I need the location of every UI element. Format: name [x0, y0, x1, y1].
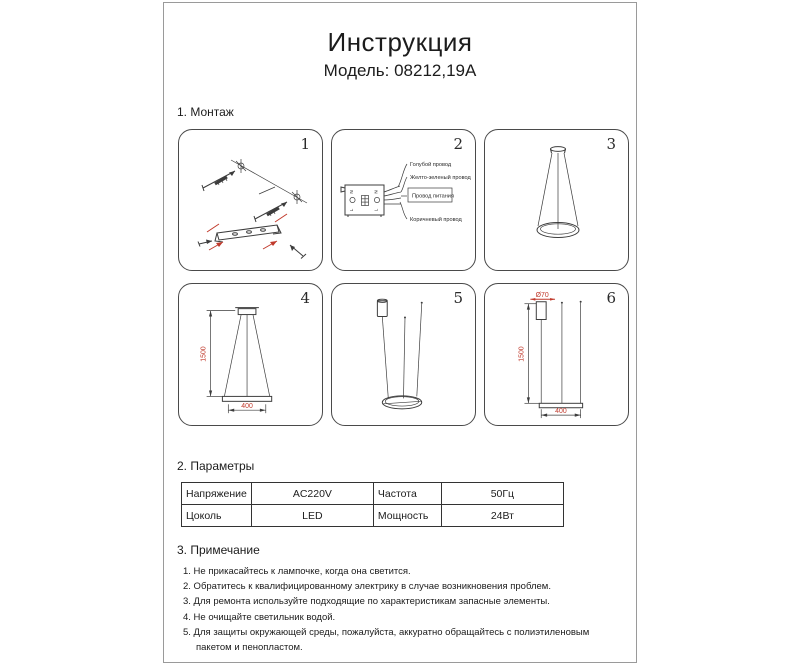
- param-value-power: 24Вт: [441, 505, 563, 527]
- note-item: 5. Для защиты окружающей среды, пожалуйста, аккуратно обращайтесь с полиэтиленовым пакетом и пенопластом.: [183, 626, 590, 653]
- param-value-voltage: AC220V: [251, 483, 373, 505]
- panel-3-pendant: [484, 129, 629, 271]
- panel-1-mounting-bracket: [178, 129, 323, 271]
- terminal-l-right: L: [373, 208, 379, 212]
- param-label-power: Мощность: [373, 505, 441, 527]
- dimension-width-label: 400: [555, 408, 567, 416]
- note-item: 2. Обратитесь к квалифицированному электрику в случае возникновения проблем.: [183, 581, 551, 593]
- parameters-table: [181, 482, 564, 527]
- wiring-diagram: [332, 130, 475, 270]
- model-label: Модель: 08212,19A: [323, 61, 477, 80]
- panel-5-pendant-perspective: [331, 283, 476, 426]
- dimension-height-label: 1500: [200, 346, 208, 362]
- page-title: Инструкция: [327, 27, 473, 57]
- wire-label-blue: Голубой провод: [410, 162, 452, 168]
- dimension-width-label: 400: [241, 403, 253, 411]
- panel-3-number: 3: [606, 135, 616, 153]
- dimensions-front-diagram: [179, 284, 322, 425]
- section-heading-parameters: 2. Параметры: [177, 459, 255, 473]
- param-label-socket: Цоколь: [182, 505, 252, 527]
- panel-6-dimensions-canopy: [484, 283, 629, 426]
- terminal-l-left: L: [349, 208, 354, 212]
- param-value-frequency: 50Гц: [441, 483, 563, 505]
- pendant-lamp-diagram: [485, 130, 628, 270]
- panel-4-number: 4: [300, 289, 310, 307]
- wire-label-brown: Коричневый провод: [410, 217, 462, 223]
- param-label-frequency: Частота: [373, 483, 441, 505]
- terminal-n-right: N: [373, 190, 379, 194]
- section-heading-notes: 3. Примечание: [177, 543, 260, 557]
- table-row: [182, 483, 564, 505]
- section-heading-montage: 1. Монтаж: [177, 105, 234, 119]
- screenshot-root: [0, 2, 800, 668]
- panel-5-number: 5: [453, 289, 463, 307]
- param-value-socket: LED: [251, 505, 373, 527]
- terminal-n-left: N: [349, 190, 354, 194]
- pendant-perspective-diagram: [332, 284, 475, 425]
- notes-list: [183, 564, 613, 655]
- param-label-voltage: Напряжение: [182, 483, 252, 505]
- wire-label-power: Провод питания: [412, 193, 454, 200]
- note-item: 1. Не прикасайтесь к лампочке, когда она светится.: [183, 566, 411, 577]
- panel-2-number: 2: [453, 135, 463, 153]
- note-item: 3. Для ремонта используйте подходящие по характеристикам запасные элементы.: [183, 596, 550, 608]
- instruction-page: [163, 2, 637, 663]
- mounting-bracket-diagram: [179, 130, 322, 270]
- note-item: 4. Не очищайте светильник водой.: [183, 611, 336, 623]
- panel-2-wiring: [331, 129, 476, 271]
- panel-1-number: 1: [300, 135, 310, 153]
- wire-label-yellow-green: Желто-зеленый провод: [410, 175, 471, 181]
- dimension-diameter-label: Ø70: [535, 291, 549, 299]
- dimensions-canopy-diagram: [485, 284, 628, 425]
- panel-4-dimensions-front: [178, 283, 323, 426]
- table-row: [182, 505, 564, 527]
- montage-panel-grid: [178, 129, 623, 426]
- dimension-height-label: 1500: [518, 346, 526, 362]
- panel-6-number: 6: [606, 289, 616, 307]
